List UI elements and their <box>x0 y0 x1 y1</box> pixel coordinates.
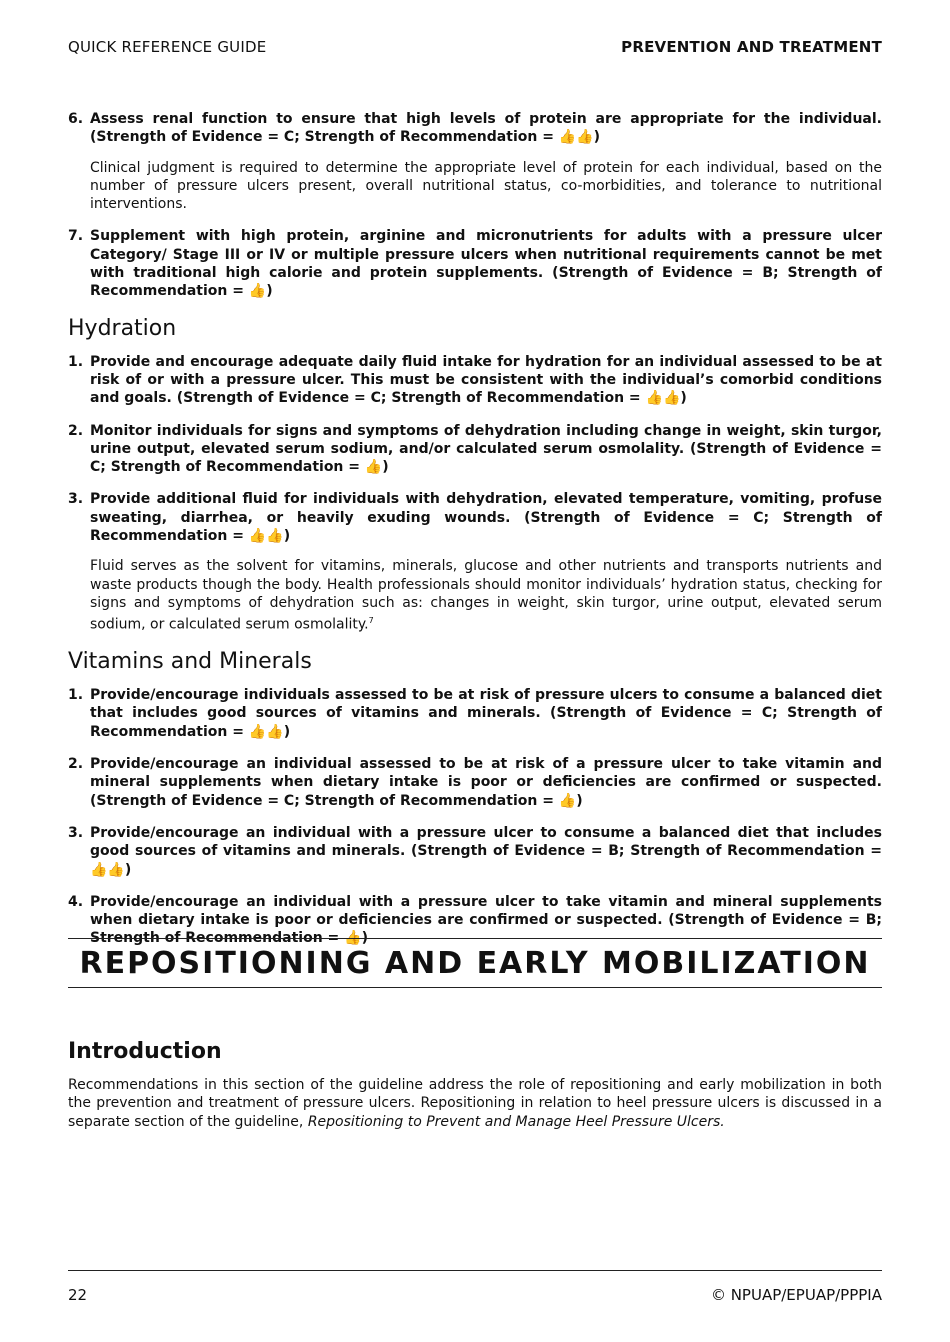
recommendation-note: Clinical judgment is required to determine the appropriate level of protein for each individual, based on the number of pressure ulcers present, overall nutritional status, co-morbidities, and tolerance to nutritional interventions. <box>90 159 882 213</box>
item-number: 3. <box>68 491 84 508</box>
footnote-reference: 7 <box>368 616 374 626</box>
introduction-paragraph <box>68 1076 882 1131</box>
recommendation-item <box>68 490 882 634</box>
recommendation-text: Provide/encourage individuals assessed to be at risk of pressure ulcers to consume a balanced diet that includes good sources of vitamins and minerals. (Strength of Evidence = C; Strength of Recommendation = 👍👍) <box>90 687 882 740</box>
introduction-text: Recommendations in this section of the guideline address the role of repositioning and early mobilization in both the prevention and treatment of pressure ulcers. Repositioning in relation to heel pressure ulcers is discussed in a separate section of the guideline, <box>68 1077 882 1130</box>
introduction-section-reference: Repositioning to Prevent and Manage Heel Pressure Ulcers. <box>307 1113 725 1130</box>
recommendation-text: Supplement with high protein, arginine and micronutrients for adults with a pressure ulcer Category/ Stage III or IV or multiple pressure ulcers when nutritional requirements cannot be met with traditional high calorie and protein supplements. (Strength of Evidence = B; Strength of Recommendation = 👍) <box>90 228 882 300</box>
section-heading-vitamins: Vitamins and Minerals <box>68 649 312 675</box>
item-number: 1. <box>68 687 84 704</box>
vitamins-recommendation-list <box>68 686 882 948</box>
recommendation-text: Provide/encourage an individual with a pressure ulcer to consume a balanced diet that includes good sources of vitamins and minerals. (Strength of Evidence = B; Strength of Recommendation = 👍👍) <box>90 824 882 878</box>
recommendation-item <box>68 686 882 741</box>
running-header-left: QUICK REFERENCE GUIDE <box>68 38 267 56</box>
recommendation-item <box>68 227 882 300</box>
page-number: 22 <box>68 1286 88 1304</box>
section-heading-hydration: Hydration <box>68 315 177 341</box>
note-text: Fluid serves as the solvent for vitamins, minerals, glucose and other nutrients and transports nutrients and waste products though the body. Health professionals should monitor individuals’ hydration status, checking for signs and symptoms of dehydration such as: changes in weight, skin turgor, urine output, elevated serum sodium, or calculated serum osmolality. <box>90 558 882 633</box>
recommendation-text: Provide and encourage adequate daily fluid intake for hydration for an individual assessed to be at risk of or with a pressure ulcer. This must be consistent with the individual’s comorbid conditions and goals. (Strength of Evidence = C; Strength of Recommendation = 👍👍) <box>90 353 882 407</box>
hydration-recommendation-list <box>68 353 882 635</box>
footer-rule <box>68 1270 882 1271</box>
recommendation-note <box>90 557 882 634</box>
introduction-section <box>68 1034 882 1131</box>
section-heading-introduction: Introduction <box>68 1039 222 1064</box>
recommendation-item <box>68 824 882 879</box>
item-number: 7. <box>68 228 84 245</box>
recommendation-text: Monitor individuals for signs and symptoms of dehydration including change in weight, skin turgor, urine output, elevated serum sodium, and/or calculated serum osmolality. (Strength of Evidence = C; Strength of Recommendation = 👍) <box>90 422 882 476</box>
item-number: 4. <box>68 893 84 910</box>
item-number: 1. <box>68 353 84 370</box>
recommendation-text: Provide/encourage an individual assessed to be at risk of a pressure ulcer to take vitamin and mineral supplements when dietary intake is poor or deficiencies are confirmed or suspected. (Strength of Evidence = C; Strength of Recommendation = 👍) <box>90 756 882 809</box>
item-number: 6. <box>68 111 84 127</box>
nutrition-recommendation-list <box>68 110 882 301</box>
item-number: 2. <box>68 756 84 773</box>
recommendation-item <box>68 110 882 213</box>
item-number: 2. <box>68 422 84 439</box>
running-header-right: PREVENTION AND TREATMENT <box>621 38 882 56</box>
recommendation-item <box>68 353 882 408</box>
recommendation-text: Provide additional fluid for individuals with dehydration, elevated temperature, vomiting, profuse sweating, diarrhea, or heavily exuding wounds. (Strength of Evidence = C; Strength of Recommendation = 👍👍) <box>90 491 882 545</box>
recommendation-text: Provide/encourage an individual with a pressure ulcer to take vitamin and mineral supplements when dietary intake is poor or deficiencies are confirmed or suspected. (Strength of Evidence = B; Strength of Recommendation = 👍) <box>90 893 882 947</box>
item-number: 3. <box>68 824 84 841</box>
chapter-banner <box>68 938 882 988</box>
copyright-notice: © NPUAP/EPUAP/PPPIA <box>710 1286 882 1304</box>
main-content <box>68 110 882 962</box>
recommendation-text: Assess renal function to ensure that high levels of protein are appropriate for the individual. (Strength of Evidence = C; Strength of Recommendation = 👍👍) <box>90 111 882 146</box>
recommendation-item <box>68 422 882 477</box>
chapter-title: REPOSITIONING AND EARLY MOBILIZATION <box>79 946 871 981</box>
recommendation-item <box>68 755 882 810</box>
